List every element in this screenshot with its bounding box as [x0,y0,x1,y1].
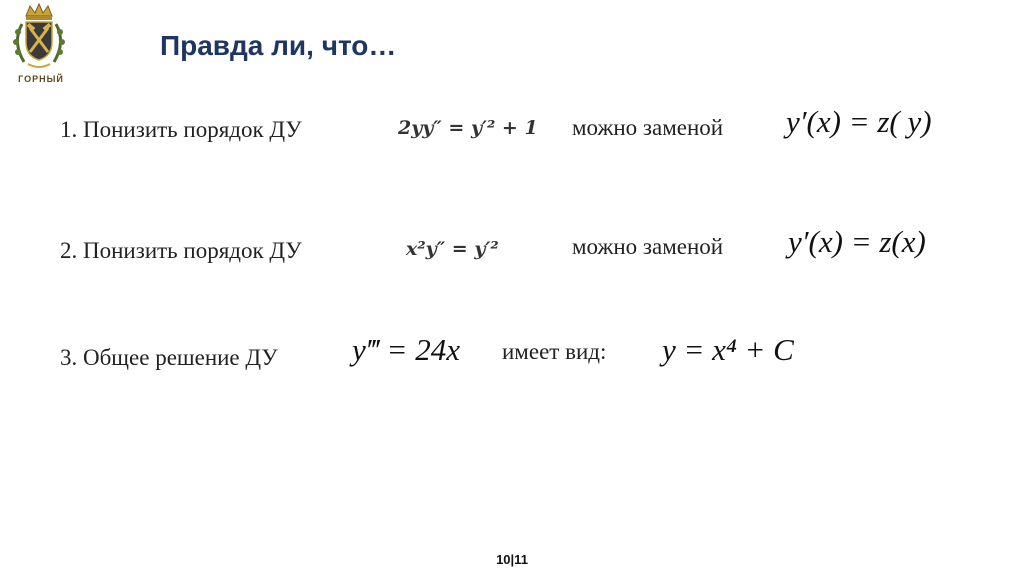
question-3-answer: y = x⁴ + C [662,332,794,367]
question-1-connector: можно заменой [572,115,724,140]
question-2-connector: можно заменой [572,234,724,259]
question-2-answer: y′(x) = z(x) [788,224,926,259]
crest-icon [4,2,74,74]
question-1-answer: y′(x) = z( y) [786,104,932,139]
question-3-connector: имеет вид: [502,339,607,364]
question-3-label: 3. Общее решение ДУ [60,345,278,370]
university-logo [4,2,74,88]
question-2-label: 2. Понизить порядок ДУ [60,238,302,263]
question-1-label: 1. Понизить порядок ДУ [60,117,302,142]
slide-title: Правда ли, что… [160,30,397,61]
question-1-equation: 2yy″ = y′² + 1 [398,117,538,139]
question-3-equation: y‴ = 24x [352,332,460,367]
logo-wordmark: ГОРНЫЙ [18,74,64,84]
page-number: 10|11 [496,552,528,567]
question-2-equation: x²y″ = y′² [406,238,499,260]
